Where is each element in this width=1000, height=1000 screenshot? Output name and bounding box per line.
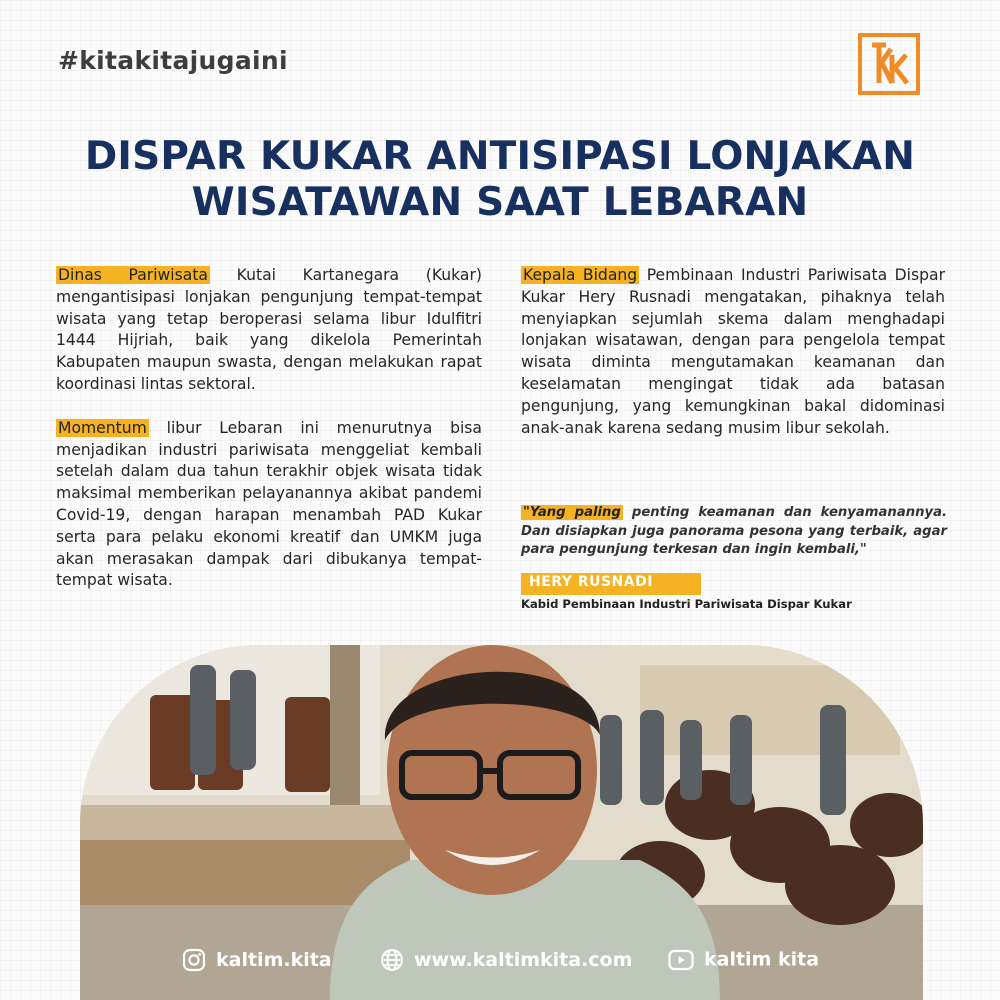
hashtag: #kitakitajugaini xyxy=(58,46,288,75)
headline-line-2: WISATAWAN SAAT LEBARAN xyxy=(191,180,809,225)
kk-logo xyxy=(858,33,920,95)
headline-line-1: DISPAR KUKAR ANTISIPASI LONJAKAN xyxy=(84,134,916,179)
globe-icon xyxy=(380,948,404,972)
footer-youtube[interactable] xyxy=(668,948,819,971)
footer-website[interactable] xyxy=(380,948,632,972)
paragraph-2 xyxy=(56,418,482,592)
paragraph-2-text: libur Lebaran ini menurutnya bisa menjadikan industri pariwisata menggeliat kembali setelah dalam dua tahun terakhir objek wisata tidak maksimal memberikan pelayanannya akibat pandemi Covid-19, dengan harapan menambah PAD Kukar serta para pelaku ekonomi kreatif dan UMKM juga akan merasakan dampak dari dibukanya tempat-tempat wisata. xyxy=(56,418,482,590)
highlight-momentum: Momentum xyxy=(58,418,147,437)
instagram-icon xyxy=(182,948,206,972)
pull-quote xyxy=(521,504,947,560)
speaker-name: HERY RUSNADI xyxy=(529,574,653,590)
article-column-right xyxy=(521,265,945,439)
article-column-left xyxy=(56,265,482,592)
paragraph-3 xyxy=(521,265,945,439)
paragraph-3-text: Pembinaan Industri Pariwisata Dispar Kukar Hery Rusnadi mengatakan, pihaknya telah menyiapkan sejumlah skema dalam menghadapi lonjakan wisatawan, dengan para pengelola tempat wisata diminta mengutamakan keamanan dan keselamatan mengingat tidak ada batasan pengunjung, yang kemungkinan bakal didominasi anak-anak karena sedang musim libur sekolah. xyxy=(521,266,945,437)
highlight-dinas-pariwisata: Dinas Pariwisata xyxy=(58,266,208,284)
speaker-role: Kabid Pembinaan Industri Pariwisata Dispar Kukar xyxy=(521,597,852,611)
youtube-channel: kaltim kita xyxy=(704,948,820,971)
quote-highlight: "Yang paling xyxy=(523,505,621,520)
footer-instagram[interactable] xyxy=(182,948,332,972)
highlight-kepala-bidang: Kepala Bidang xyxy=(523,266,638,284)
website-url: www.kaltimkita.com xyxy=(414,949,633,971)
youtube-icon xyxy=(668,949,694,971)
paragraph-1-text: Kutai Kartanegara (Kukar) mengantisipasi lonjakan pengunjung tempat-tempat wisata yang tetap beroperasi selama libur Idulfitri 1444 Hijriah, baik yang dikelola Pemerintah Kabupaten maupun swasta, dengan melakukan rapat koordinasi lintas sektoral. xyxy=(56,266,482,393)
paragraph-1 xyxy=(56,265,482,396)
headline xyxy=(40,134,960,226)
footer-social xyxy=(80,940,923,1000)
quote-text: penting keamanan dan kenyamanannya. Dan disiapkan juga panorama pesona yang terbaik, agar para pengunjung terkesan dan ingin kembali," xyxy=(521,505,947,557)
instagram-handle: kaltim.kita xyxy=(216,949,332,971)
